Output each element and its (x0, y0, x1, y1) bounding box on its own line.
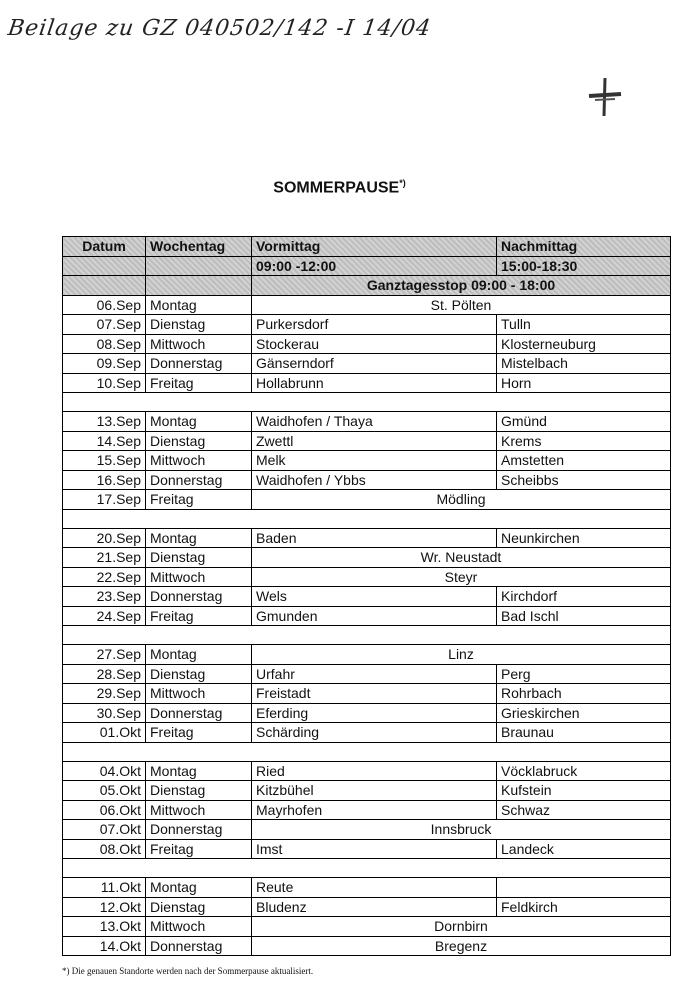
spacer-row (63, 626, 671, 645)
table-row (63, 800, 671, 820)
weekday-cell: Dienstag (146, 897, 252, 917)
weekday-cell: Montag (146, 645, 252, 665)
date-cell: 14.Okt (63, 936, 146, 956)
weekday-cell: Freitag (146, 490, 252, 510)
weekday-cell: Donnerstag (146, 936, 252, 956)
afternoon-location-cell: Schwaz (497, 800, 671, 820)
header-empty-3 (63, 276, 146, 296)
date-cell: 30.Sep (63, 703, 146, 723)
weekday-cell: Donnerstag (146, 703, 252, 723)
morning-location-cell: Wels (252, 587, 497, 607)
date-cell: 09.Sep (63, 354, 146, 374)
table-row (63, 470, 671, 490)
weekday-cell: Donnerstag (146, 354, 252, 374)
date-cell: 07.Sep (63, 315, 146, 335)
morning-location-cell: Gmunden (252, 606, 497, 626)
header-vormittag-time: 09:00 -12:00 (252, 256, 497, 276)
table-row (63, 664, 671, 684)
title-text: SOMMERPAUSE (273, 179, 400, 197)
date-cell: 07.Okt (63, 820, 146, 840)
date-cell: 29.Sep (63, 684, 146, 704)
date-cell: 06.Okt (63, 800, 146, 820)
header-empty-2 (146, 256, 252, 276)
header-wochentag: Wochentag (146, 237, 252, 257)
weekday-cell: Montag (146, 295, 252, 315)
header-nachmittag: Nachmittag (497, 237, 671, 257)
handwritten-annotation: Beilage zu GZ 040502/142 -I 14/04 (6, 16, 433, 41)
table-row (63, 412, 671, 432)
fullday-location-cell: Linz (252, 645, 671, 665)
morning-location-cell: Reute (252, 878, 497, 898)
morning-location-cell: Waidhofen / Thaya (252, 412, 497, 432)
fullday-location-cell: Bregenz (252, 936, 671, 956)
morning-location-cell: Schärding (252, 723, 497, 743)
table-row (63, 567, 671, 587)
header-nachmittag-time: 15:00-18:30 (497, 256, 671, 276)
date-cell: 23.Sep (63, 587, 146, 607)
table-row (63, 897, 671, 917)
table-row (63, 548, 671, 568)
title-footnote-marker: *) (399, 178, 406, 188)
afternoon-location-cell: Scheibbs (497, 470, 671, 490)
date-cell: 11.Okt (63, 878, 146, 898)
afternoon-location-cell: Amstetten (497, 451, 671, 471)
fullday-location-cell: Wr. Neustadt (252, 548, 671, 568)
morning-location-cell: Ried (252, 761, 497, 781)
morning-location-cell: Gänserndorf (252, 354, 497, 374)
date-cell: 08.Sep (63, 334, 146, 354)
weekday-cell: Dienstag (146, 781, 252, 801)
morning-location-cell: Bludenz (252, 897, 497, 917)
afternoon-location-cell: Neunkirchen (497, 528, 671, 548)
date-cell: 15.Sep (63, 451, 146, 471)
weekday-cell: Freitag (146, 606, 252, 626)
header-row-2 (63, 256, 671, 276)
table-row (63, 528, 671, 548)
weekday-cell: Dienstag (146, 431, 252, 451)
spacer-cell (63, 742, 671, 761)
cross-mark-icon (585, 76, 625, 118)
footnote: *) Die genauen Standorte werden nach der Sommerpause aktualisiert. (62, 966, 314, 976)
afternoon-location-cell: Kirchdorf (497, 587, 671, 607)
afternoon-location-cell: Rohrbach (497, 684, 671, 704)
spacer-cell (63, 393, 671, 412)
date-cell: 13.Sep (63, 412, 146, 432)
afternoon-location-cell: Grieskirchen (497, 703, 671, 723)
table-row (63, 723, 671, 743)
afternoon-location-cell: Krems (497, 431, 671, 451)
morning-location-cell: Melk (252, 451, 497, 471)
table-row (63, 878, 671, 898)
table-row (63, 820, 671, 840)
weekday-cell: Mittwoch (146, 334, 252, 354)
afternoon-location-cell: Horn (497, 373, 671, 393)
weekday-cell: Dienstag (146, 664, 252, 684)
date-cell: 28.Sep (63, 664, 146, 684)
spacer-cell (63, 859, 671, 878)
table-row (63, 781, 671, 801)
date-cell: 01.Okt (63, 723, 146, 743)
date-cell: 13.Okt (63, 917, 146, 937)
morning-location-cell: Hollabrunn (252, 373, 497, 393)
table-row (63, 936, 671, 956)
morning-location-cell: Stockerau (252, 334, 497, 354)
fullday-location-cell: Steyr (252, 567, 671, 587)
header-row-3 (63, 276, 671, 296)
date-cell: 16.Sep (63, 470, 146, 490)
spacer-cell (63, 626, 671, 645)
spacer-row (63, 393, 671, 412)
date-cell: 17.Sep (63, 490, 146, 510)
morning-location-cell: Eferding (252, 703, 497, 723)
date-cell: 10.Sep (63, 373, 146, 393)
afternoon-location-cell: Mistelbach (497, 354, 671, 374)
date-cell: 22.Sep (63, 567, 146, 587)
date-cell: 27.Sep (63, 645, 146, 665)
date-cell: 21.Sep (63, 548, 146, 568)
morning-location-cell: Freistadt (252, 684, 497, 704)
weekday-cell: Donnerstag (146, 470, 252, 490)
morning-location-cell: Urfahr (252, 664, 497, 684)
morning-location-cell: Waidhofen / Ybbs (252, 470, 497, 490)
fullday-location-cell: Dornbirn (252, 917, 671, 937)
weekday-cell: Freitag (146, 723, 252, 743)
weekday-cell: Mittwoch (146, 567, 252, 587)
fullday-location-cell: Mödling (252, 490, 671, 510)
spacer-cell (63, 509, 671, 528)
weekday-cell: Mittwoch (146, 684, 252, 704)
weekday-cell: Donnerstag (146, 587, 252, 607)
table-row (63, 354, 671, 374)
afternoon-location-cell: Landeck (497, 839, 671, 859)
table-row (63, 606, 671, 626)
date-cell: 04.Okt (63, 761, 146, 781)
weekday-cell: Montag (146, 878, 252, 898)
table-row (63, 334, 671, 354)
table-row (63, 645, 671, 665)
weekday-cell: Mittwoch (146, 451, 252, 471)
morning-location-cell: Baden (252, 528, 497, 548)
afternoon-location-cell: Perg (497, 664, 671, 684)
table-row (63, 431, 671, 451)
spacer-row (63, 859, 671, 878)
afternoon-location-cell: Klosterneuburg (497, 334, 671, 354)
afternoon-location-cell: Braunau (497, 723, 671, 743)
weekday-cell: Dienstag (146, 548, 252, 568)
header-datum: Datum (63, 237, 146, 257)
table-row (63, 703, 671, 723)
table-row (63, 684, 671, 704)
fullday-location-cell: St. Pölten (252, 295, 671, 315)
header-ganztag: Ganztagesstop 09:00 - 18:00 (252, 276, 671, 296)
table-row (63, 587, 671, 607)
weekday-cell: Freitag (146, 839, 252, 859)
date-cell: 06.Sep (63, 295, 146, 315)
weekday-cell: Freitag (146, 373, 252, 393)
header-empty-4 (146, 276, 252, 296)
afternoon-location-cell: Gmünd (497, 412, 671, 432)
header-empty-1 (63, 256, 146, 276)
header-vormittag: Vormittag (252, 237, 497, 257)
table-row (63, 315, 671, 335)
afternoon-location-cell: Tulln (497, 315, 671, 335)
morning-location-cell: Zwettl (252, 431, 497, 451)
morning-location-cell: Purkersdorf (252, 315, 497, 335)
table-row (63, 373, 671, 393)
afternoon-location-cell: Kufstein (497, 781, 671, 801)
date-cell: 20.Sep (63, 528, 146, 548)
afternoon-location-cell: Vöcklabruck (497, 761, 671, 781)
date-cell: 08.Okt (63, 839, 146, 859)
page-title (0, 178, 679, 197)
morning-location-cell: Mayrhofen (252, 800, 497, 820)
spacer-row (63, 742, 671, 761)
table-row (63, 761, 671, 781)
table-row (63, 451, 671, 471)
morning-location-cell: Imst (252, 839, 497, 859)
weekday-cell: Montag (146, 761, 252, 781)
header-row-1 (63, 237, 671, 257)
afternoon-location-cell: Feldkirch (497, 897, 671, 917)
date-cell: 05.Okt (63, 781, 146, 801)
weekday-cell: Montag (146, 528, 252, 548)
table-row (63, 295, 671, 315)
table-row (63, 839, 671, 859)
afternoon-location-cell (497, 878, 671, 898)
afternoon-location-cell: Bad Ischl (497, 606, 671, 626)
weekday-cell: Mittwoch (146, 917, 252, 937)
date-cell: 24.Sep (63, 606, 146, 626)
date-cell: 12.Okt (63, 897, 146, 917)
weekday-cell: Mittwoch (146, 800, 252, 820)
spacer-row (63, 509, 671, 528)
table-row (63, 490, 671, 510)
weekday-cell: Dienstag (146, 315, 252, 335)
fullday-location-cell: Innsbruck (252, 820, 671, 840)
schedule-table (62, 236, 671, 956)
date-cell: 14.Sep (63, 431, 146, 451)
weekday-cell: Montag (146, 412, 252, 432)
morning-location-cell: Kitzbühel (252, 781, 497, 801)
weekday-cell: Donnerstag (146, 820, 252, 840)
table-row (63, 917, 671, 937)
